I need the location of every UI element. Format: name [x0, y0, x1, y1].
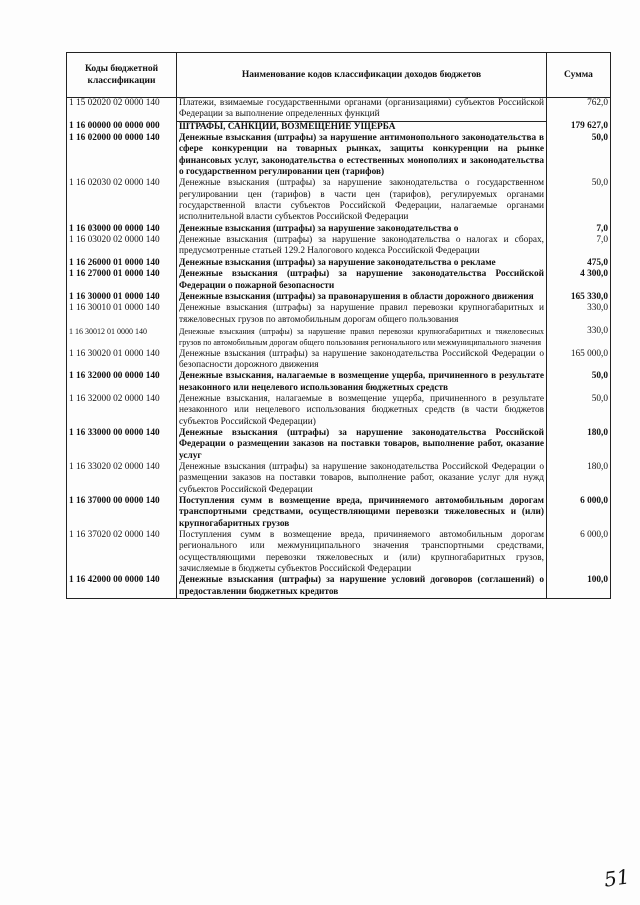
row-name: Денежные взыскания (штрафы) за нарушение законодательства о	[177, 224, 547, 235]
row-name: ШТРАФЫ, САНКЦИИ, ВОЗМЕЩЕНИЕ УЩЕРБА	[177, 121, 547, 133]
row-code: 1 16 37020 02 0000 140	[67, 530, 177, 575]
row-name: Денежные взыскания, налагаемые в возмещение ущерба, причиненного в результате незаконного или нецелевого использования бюджетных средств (в части бюджетов субъектов Российской Федерации)	[177, 394, 547, 428]
row-name: Денежные взыскания (штрафы) за нарушение законодательства о налогах и сборах, предусмотренные статьей 129.2 Налогового кодекса Российской Федерации	[177, 235, 547, 258]
header-code: Коды бюджетной классификации	[67, 53, 177, 98]
row-name: Денежные взыскания (штрафы) за нарушение антимонопольного законодательства в сфере конкуренции на товарных рынках, защиты конкуренции на рынке финансовых услуг, законодательства о естественных монополиях и законодательства о государственном регулировании цен (тарифов)	[177, 133, 547, 178]
row-sum: 6 000,0	[547, 496, 611, 530]
row-sum: 165 000,0	[547, 349, 611, 372]
row-code: 1 16 42000 00 0000 140	[67, 575, 177, 598]
row-code: 1 16 30012 01 0000 140	[67, 326, 177, 349]
row-name: Денежные взыскания (штрафы) за нарушение законодательства о государственном регулировании цен (тарифов) в части цен (тарифов), регулируемых органами государственной власти субъектов Российской Федерации, налагаемые органами исполнительной власти субъектов Российской Федерации	[177, 178, 547, 223]
row-code: 1 16 02030 02 0000 140	[67, 178, 177, 223]
row-sum: 180,0	[547, 462, 611, 496]
row-sum: 7,0	[547, 235, 611, 258]
row-name: Поступления сумм в возмещение вреда, причиняемого автомобильным дорогам регионального или межмуниципального значения транспортными средствами, осуществляющими перевозки тяжеловесных и (или) крупногабаритных грузов, зачисляемые в бюджеты субъектов Российской Федерации	[177, 530, 547, 575]
row-sum: 50,0	[547, 394, 611, 428]
row-sum: 50,0	[547, 133, 611, 178]
header-sum: Сумма	[547, 53, 611, 98]
table-row	[67, 326, 611, 349]
table-row	[67, 98, 611, 122]
row-name: Денежные взыскания (штрафы) за нарушение законодательства о рекламе	[177, 258, 547, 269]
row-code: 1 16 02000 00 0000 140	[67, 133, 177, 178]
row-name: Денежные взыскания, налагаемые в возмещение ущерба, причиненного в результате незаконного или нецелевого использования бюджетных средств	[177, 371, 547, 394]
table-row	[67, 269, 611, 292]
table-row	[67, 530, 611, 575]
row-name: Денежные взыскания (штрафы) за нарушение законодательства Российской Федерации о размещении заказов на поставки товаров, выполнение работ, оказание услуг для нужд субъектов Российской Федерации	[177, 462, 547, 496]
row-sum: 100,0	[547, 575, 611, 598]
row-code: 1 16 37000 00 0000 140	[67, 496, 177, 530]
row-name: Денежные взыскания (штрафы) за правонарушения в области дорожного движения	[177, 292, 547, 303]
table-row	[67, 428, 611, 462]
row-code: 1 16 32000 00 0000 140	[67, 371, 177, 394]
row-sum: 7,0	[547, 224, 611, 235]
header-name: Наименование кодов классификации доходов бюджетов	[177, 53, 547, 98]
row-sum: 180,0	[547, 428, 611, 462]
row-sum: 50,0	[547, 178, 611, 223]
row-code: 1 16 00000 00 0000 000	[67, 121, 177, 133]
row-sum: 179 627,0	[547, 121, 611, 133]
table-row	[67, 496, 611, 530]
table-row	[67, 224, 611, 235]
table-row	[67, 235, 611, 258]
table-row	[67, 371, 611, 394]
row-name: Денежные взыскания (штрафы) за нарушение правил перевозки крупногабаритных и тяжеловесных грузов по автомобильным дорогам общего пользования	[177, 303, 547, 326]
row-code: 1 16 33000 00 0000 140	[67, 428, 177, 462]
row-code: 1 16 27000 01 0000 140	[67, 269, 177, 292]
table-row	[67, 575, 611, 598]
row-code: 1 16 33020 02 0000 140	[67, 462, 177, 496]
row-code: 1 16 32000 02 0000 140	[67, 394, 177, 428]
row-sum: 50,0	[547, 371, 611, 394]
table-row	[67, 258, 611, 269]
table-row	[67, 133, 611, 178]
table-row	[67, 121, 611, 133]
row-code: 1 16 30020 01 0000 140	[67, 349, 177, 372]
row-sum: 165 330,0	[547, 292, 611, 303]
row-code: 1 16 26000 01 0000 140	[67, 258, 177, 269]
row-sum: 4 300,0	[547, 269, 611, 292]
row-name: Платежи, взимаемые государственными органами (организациями) субъектов Российской Федерации за выполнение определенных функций	[177, 98, 547, 122]
table-row	[67, 303, 611, 326]
row-code: 1 15 02020 02 0000 140	[67, 98, 177, 122]
row-sum: 475,0	[547, 258, 611, 269]
row-sum: 6 000,0	[547, 530, 611, 575]
row-name: Денежные взыскания (штрафы) за нарушение законодательства Российской Федерации о размещении заказов на поставки товаров, выполнение работ, оказание услуг	[177, 428, 547, 462]
row-code: 1 16 30000 01 0000 140	[67, 292, 177, 303]
row-sum: 330,0	[547, 303, 611, 326]
table-row	[67, 349, 611, 372]
table-row	[67, 178, 611, 223]
row-code: 1 16 03020 02 0000 140	[67, 235, 177, 258]
page-number: 51	[602, 864, 631, 892]
row-sum: 762,0	[547, 98, 611, 122]
row-name: Денежные взыскания (штрафы) за нарушение правил перевозки крупногабаритных и тяжеловесных грузов по автомобильным дорогам общего пользования регионального или межмуниципального значения	[177, 326, 547, 349]
row-name: Поступления сумм в возмещение вреда, причиняемого автомобильным дорогам транспортными средствами, осуществляющими перевозки тяжеловесных и (или) крупногабаритных грузов	[177, 496, 547, 530]
row-code: 1 16 03000 00 0000 140	[67, 224, 177, 235]
table-row	[67, 394, 611, 428]
table-header-row	[67, 53, 611, 98]
row-name: Денежные взыскания (штрафы) за нарушение условий договоров (соглашений) о предоставлении бюджетных кредитов	[177, 575, 547, 598]
table-row	[67, 462, 611, 496]
row-code: 1 16 30010 01 0000 140	[67, 303, 177, 326]
row-name: Денежные взыскания (штрафы) за нарушение законодательства Российской Федерации о безопасности дорожного движения	[177, 349, 547, 372]
budget-revenue-table	[66, 52, 611, 599]
table-row	[67, 292, 611, 303]
row-name: Денежные взыскания (штрафы) за нарушение законодательства Российской Федерации о пожарной безопасности	[177, 269, 547, 292]
row-sum: 330,0	[547, 326, 611, 349]
